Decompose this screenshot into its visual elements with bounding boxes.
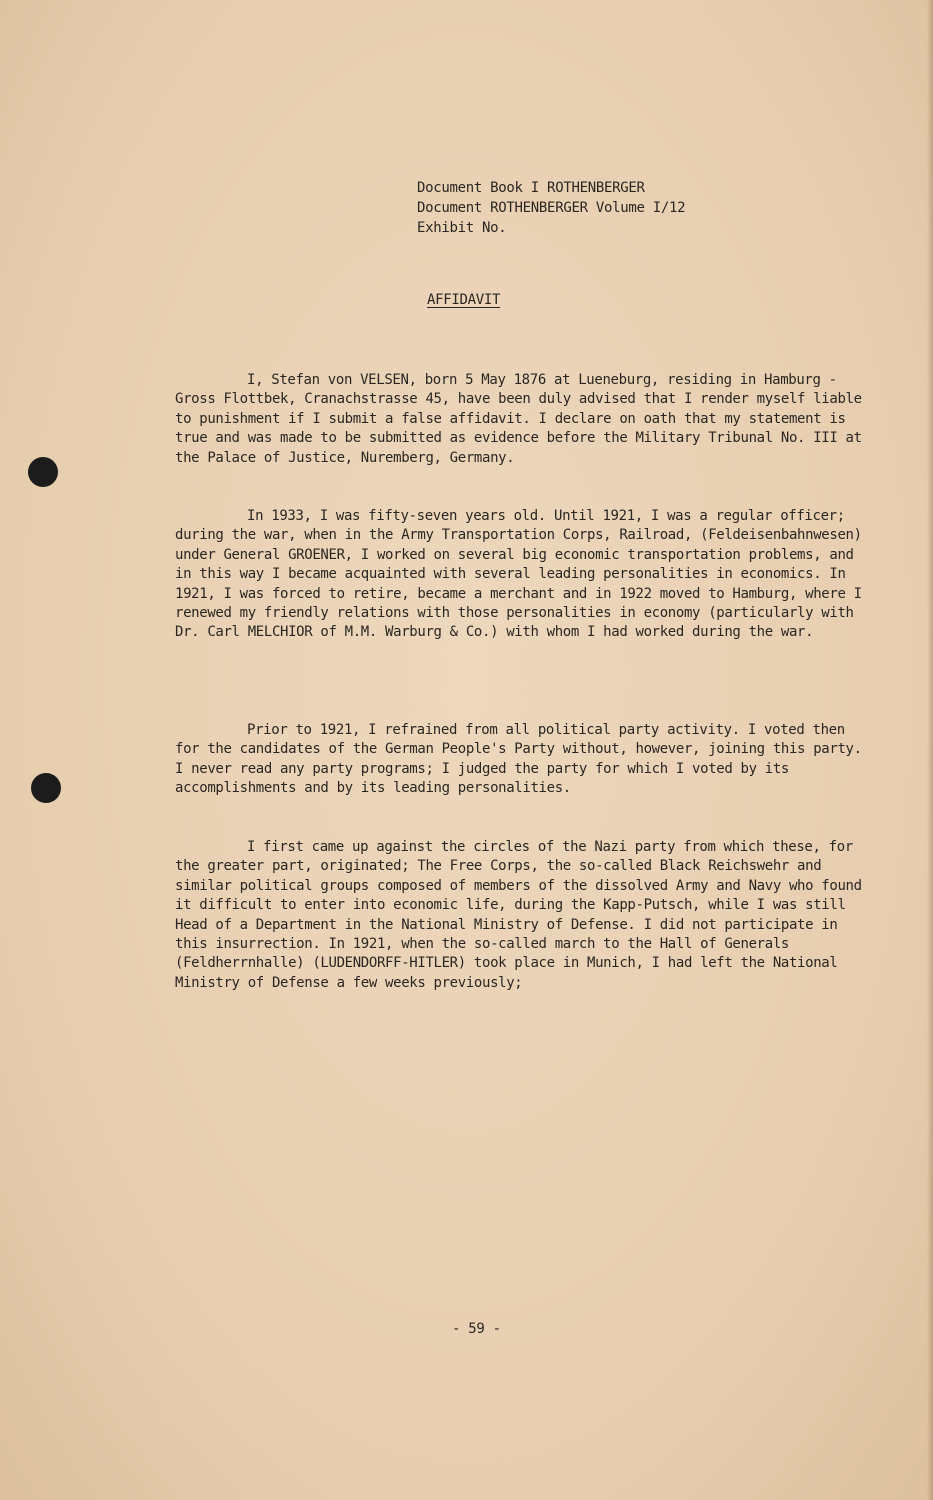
affidavit-title: AFFIDAVIT	[427, 292, 501, 308]
paragraph-1: I, Stefan von VELSEN, born 5 May 1876 at Lueneburg, residing in Hamburg - Gross Flottbek, Cranachstrasse 45, have been duly advised that I render myself liable to punishment if I submit a false affidavit. I declare on oath that my statement is true and was made to be submitted as evidence before the Military Tribunal No. III at the Palace of Justice, Nuremberg, Germany.	[175, 372, 862, 466]
paragraph-4: I first came up against the circles of the Nazi party from which these, for the greater part, originated; The Free Corps, the so-called Black Reichswehr and similar political groups composed of members of the dissolved Army and Navy who found it difficult to enter into economic life, during the Kapp-Putsch, while I was still Head of a Department in the National Ministry of Defense. I did not participate in this insurrection. In 1921, when the so-called march to the Hall of Generals (Feldherrnhalle) (LUDENDORFF-HITLER) took place in Munich, I had left the National Ministry of Defense a few weeks previously;	[175, 839, 862, 991]
paragraph-3: Prior to 1921, I refrained from all political party activity. I voted then for the candidates of the German People's Party without, however, joining this party. I never read any party programs; I judged the party for which I voted by its accomplishments and by its leading personalities.	[175, 722, 862, 797]
page-edge-shadow	[927, 0, 933, 1500]
page-number: - 59 -	[452, 1321, 501, 1337]
header-document-volume: Document ROTHENBERGER Volume I/12	[417, 200, 686, 216]
paragraph-2: In 1933, I was fifty-seven years old. Until 1921, I was a regular officer; during the war, when in the Army Transportation Corps, Railroad, (Feldeisenbahnwesen) under General GROENER, I worked on several big economic transportation problems, and in this way I became acquainted with several leading personalities in economics. In 1921, I was forced to retire, became a merchant and in 1922 moved to Hamburg, where I renewed my friendly relations with those personalities in economy (particularly with Dr. Carl MELCHIOR of M.M. Warburg & Co.) with whom I had worked during the war.	[175, 508, 862, 641]
header-exhibit-number: Exhibit No.	[417, 220, 507, 236]
document-header	[417, 178, 685, 238]
punch-hole-top	[28, 457, 58, 487]
header-document-book: Document Book I ROTHENBERGER	[417, 180, 645, 196]
punch-hole-bottom	[31, 773, 61, 803]
